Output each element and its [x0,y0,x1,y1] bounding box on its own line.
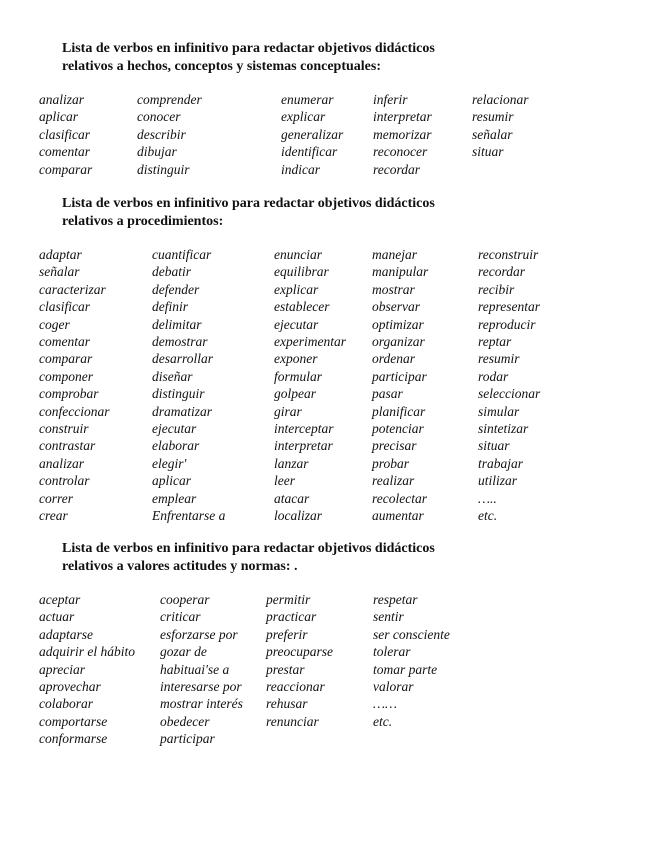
verb-item: mostrar [372,281,415,297]
verb-item: cuantificar [152,247,212,262]
verb-item: relacionar [472,92,529,107]
verb-item: construir [39,421,89,437]
verb-item: aplicar [39,109,78,125]
verb-item: tolerar [373,644,411,660]
verb-item: demostrar [152,334,208,350]
section-1-column-4 [373,91,432,178]
verb-item: leer [274,473,295,489]
verb-item: inferir [373,92,408,107]
verb-item: prestar [266,661,305,677]
verb-item: organizar [372,334,425,350]
verb-item: describir [137,126,186,142]
verb-item: probar [372,455,410,471]
verb-item: reconocer [373,144,428,160]
verb-item: elegir' [152,455,187,471]
section-3-heading-line-2: relativos a valores actitudes y normas: . [62,559,298,574]
section-3-column-3 [266,591,333,730]
verb-item: confeccionar [39,403,110,419]
verb-item: reconstruir [478,247,539,262]
verb-item: cooperar [160,592,210,607]
section-1-column-1 [39,91,92,178]
section-1-column-5 [472,91,529,161]
verb-item: tomar parte [373,661,438,677]
verb-item: ejecutar [274,316,319,332]
section-1-heading-line-1: Lista de verbos en infinitivo para redactar objetivos didácticos [62,41,435,56]
verb-item: mostrar interés [160,696,243,712]
verb-item: recolectar [372,490,427,506]
verb-item: Enfrentarse a [152,508,226,524]
section-1-column-2 [137,91,202,178]
verb-item: comprobar [39,386,99,402]
verb-item: golpear [274,386,316,402]
verb-item: manejar [372,247,417,262]
verb-item: sintetizar [478,421,529,437]
verb-item: diseñar [152,368,193,384]
verb-item: actuar [39,609,75,625]
verb-item: realizar [372,473,415,489]
section-2-column-1 [39,246,109,525]
verb-item: planificar [372,403,426,419]
verb-item: colaborar [39,696,93,712]
verb-item: componer [39,368,93,384]
verb-item: clasificar [39,299,90,315]
verb-item: memorizar [373,126,432,142]
verb-item: habituai'se a [160,661,230,677]
verb-item: participar [372,368,427,384]
verb-item: comparar [39,351,93,367]
verb-item: precisar [372,438,417,454]
verb-item: preferir [266,626,308,642]
verb-item: generalizar [281,126,344,142]
verb-item: identificar [281,144,338,160]
verb-item: recibir [478,281,515,297]
verb-item: rodar [478,368,509,384]
section-1-heading [62,40,622,76]
verb-item: manipular [372,264,429,280]
verb-item: aplicar [152,473,191,489]
verb-item: analizar [39,92,85,107]
verb-item: etc. [478,508,498,524]
verb-item: señalar [472,126,513,142]
verb-item: comportarse [39,713,108,729]
verb-item: clasificar [39,126,90,142]
verb-item: analizar [39,455,85,471]
section-3-column-4 [373,591,450,730]
verb-item: situar [472,144,504,160]
verb-item: comentar [39,144,90,160]
verb-item: permitir [266,592,311,607]
verb-item: lanzar [274,455,309,471]
verb-item: sentir [373,609,404,625]
verb-item: explicar [281,109,326,125]
verb-item: recordar [373,161,420,177]
section-2-column-2 [152,246,225,525]
verb-item: simular [478,403,520,419]
verb-item: ser consciente [373,626,450,642]
verb-item: utilizar [478,473,518,489]
verb-item: reproducir [478,316,536,332]
verb-item: preocuparse [266,644,333,660]
verb-item: comparar [39,161,93,177]
verb-item: participar [160,731,215,747]
verb-item: comentar [39,334,90,350]
section-3-heading [62,540,622,576]
verb-item: controlar [39,473,90,489]
verb-item: interceptar [274,421,334,437]
verb-item: experimentar [274,334,346,350]
verb-item: interpretar [373,109,432,125]
section-3-column-2 [160,591,243,748]
verb-item: elaborar [152,438,200,454]
section-1-column-3 [281,91,343,178]
verb-item: criticar [160,609,201,625]
verb-item: aprovechar [39,679,101,695]
verb-item: distinguir [152,386,205,402]
verb-item: etc. [373,713,393,729]
verb-item: reptar [478,334,512,350]
verb-item: situar [478,438,510,454]
verb-item: rehusar [266,696,308,712]
verb-item: practicar [266,609,317,625]
verb-item: atacar [274,490,310,506]
section-1-heading-line-2: relativos a hechos, conceptos y sistemas conceptuales: [62,59,381,74]
verb-item: enunciar [274,247,322,262]
section-2-column-3 [274,246,346,525]
verb-item: representar [478,299,540,315]
verb-item: renunciar [266,713,319,729]
verb-item: equilibrar [274,264,329,280]
verb-item: girar [274,403,302,419]
verb-item: interpretar [274,438,333,454]
verb-item: optimizar [372,316,424,332]
verb-item: adaptar [39,247,82,262]
verb-item: ….. [478,490,497,506]
verb-item: …… [373,696,398,712]
section-2-heading-line-1: Lista de verbos en infinitivo para redactar objetivos didácticos [62,196,435,211]
verb-item: debatir [152,264,191,280]
verb-item: explicar [274,281,319,297]
verb-item: conocer [137,109,181,125]
verb-item: obedecer [160,713,210,729]
verb-item: apreciar [39,661,85,677]
verb-item: conformarse [39,731,108,747]
verb-item: emplear [152,490,197,506]
verb-item: valorar [373,679,414,695]
verb-item: definir [152,299,188,315]
section-3-column-1 [39,591,135,748]
verb-item: crear [39,508,68,524]
verb-item: adaptarse [39,626,93,642]
verb-item: resumir [472,109,514,125]
verb-item: correr [39,490,73,506]
verb-item: establecer [274,299,330,315]
verb-item: recordar [478,264,525,280]
verb-item: coger [39,316,70,332]
verb-item: aumentar [372,508,424,524]
verb-item: esforzarse por [160,626,238,642]
verb-item: localizar [274,508,323,524]
verb-item: señalar [39,264,80,280]
verb-item: delimitar [152,316,202,332]
verb-item: comprender [137,92,202,107]
verb-item: gozar de [160,644,207,660]
verb-item: observar [372,299,420,315]
verb-item: aceptar [39,592,81,607]
verb-item: exponer [274,351,318,367]
verb-item: caracterizar [39,281,106,297]
section-2-column-4 [372,246,428,525]
verb-item: potenciar [372,421,424,437]
verb-item: contrastar [39,438,96,454]
verb-item: dibujar [137,144,177,160]
section-2-heading [62,195,622,231]
verb-item: seleccionar [478,386,541,402]
verb-item: defender [152,281,200,297]
verb-item: indicar [281,161,320,177]
verb-item: adquirir el hábito [39,644,136,660]
verb-item: distinguir [137,161,190,177]
section-2-heading-line-2: relativos a procedimientos: [62,214,224,229]
section-2-column-5 [478,246,540,525]
verb-item: respetar [373,592,418,607]
verb-item: formular [274,368,323,384]
verb-item: trabajar [478,455,524,471]
verb-item: interesarse por [160,679,242,695]
verb-item: desarrollar [152,351,214,367]
verb-item: resumir [478,351,520,367]
verb-item: enumerar [281,92,334,107]
verb-item: reaccionar [266,679,325,695]
verb-item: ordenar [372,351,415,367]
verb-item: ejecutar [152,421,197,437]
verb-item: pasar [372,386,403,402]
section-3-heading-line-1: Lista de verbos en infinitivo para redactar objetivos didácticos [62,541,435,556]
verb-item: dramatizar [152,403,213,419]
